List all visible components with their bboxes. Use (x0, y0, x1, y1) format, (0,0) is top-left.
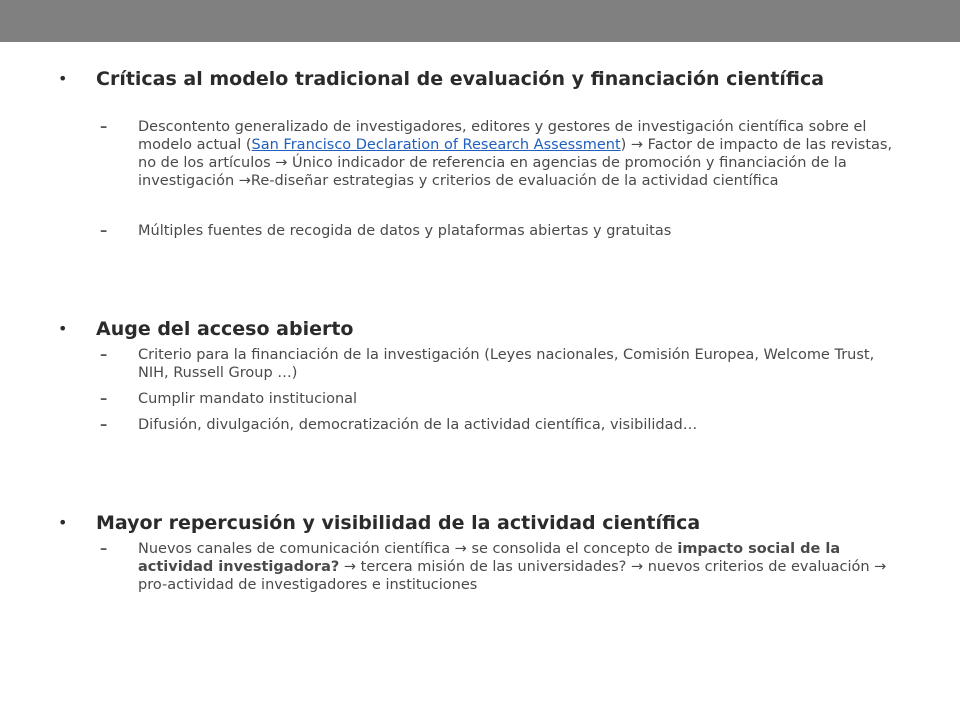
sub-list (58, 118, 898, 240)
section-heading (58, 66, 898, 92)
dash-icon: – (100, 347, 108, 363)
item-text-before-bold: Nuevos canales de comunicación científica → se consolida el concepto de (138, 541, 678, 557)
dash-icon: – (100, 391, 108, 407)
list-item (58, 540, 898, 594)
section-acceso-abierto (58, 316, 898, 434)
bullet-icon: • (58, 319, 68, 338)
item-text-before-link: Descontento generalizado de investigadores, editores y gestores de investigación científica sobre el modelo actual ( (138, 119, 867, 153)
item-text-after-link: ) → Factor de impacto de las revistas, no de los artículos → Único indicador de referencia en agencias de promoción y financiación de la investigación →Re-diseñar estrategias y criterios de evaluación de la actividad científica (138, 137, 893, 189)
heading-text: Mayor repercusión y visibilidad de la actividad científica (96, 512, 701, 534)
list-item (58, 118, 898, 190)
list-item (58, 416, 898, 434)
item-bold-text: impacto social de la actividad investigadora? (138, 541, 841, 575)
list-item (58, 346, 898, 382)
sub-list (58, 346, 898, 434)
section-heading (58, 316, 898, 342)
bullet-icon: • (58, 69, 68, 88)
dash-icon: – (100, 417, 108, 433)
list-item (58, 222, 898, 240)
item-text: Difusión, divulgación, democratización de la actividad científica, visibilidad… (138, 417, 698, 433)
section-repercusion (58, 510, 898, 594)
item-text: Múltiples fuentes de recogida de datos y plataformas abiertas y gratuitas (138, 223, 672, 239)
item-text-after-bold: → tercera misión de las universidades? → nuevos criterios de evaluación → pro-actividad de investigadores e instituciones (138, 559, 887, 593)
dash-icon: – (100, 119, 108, 135)
dash-icon: – (100, 541, 108, 557)
section-heading (58, 510, 898, 536)
item-text: Criterio para la financiación de la investigación (Leyes nacionales, Comisión Europea, Welcome Trust, NIH, Russell Group …) (138, 347, 875, 381)
sub-list (58, 540, 898, 594)
top-bar (0, 0, 960, 42)
sf-dora-link[interactable]: San Francisco Declaration of Research Assessment (251, 137, 621, 153)
heading-text: Auge del acceso abierto (96, 318, 354, 340)
heading-text: Críticas al modelo tradicional de evaluación y financiación científica (96, 68, 825, 90)
bullet-icon: • (58, 513, 68, 532)
dash-icon: – (100, 223, 108, 239)
list-item (58, 390, 898, 408)
item-text: Cumplir mandato institucional (138, 391, 358, 407)
section-criticas (58, 66, 898, 240)
